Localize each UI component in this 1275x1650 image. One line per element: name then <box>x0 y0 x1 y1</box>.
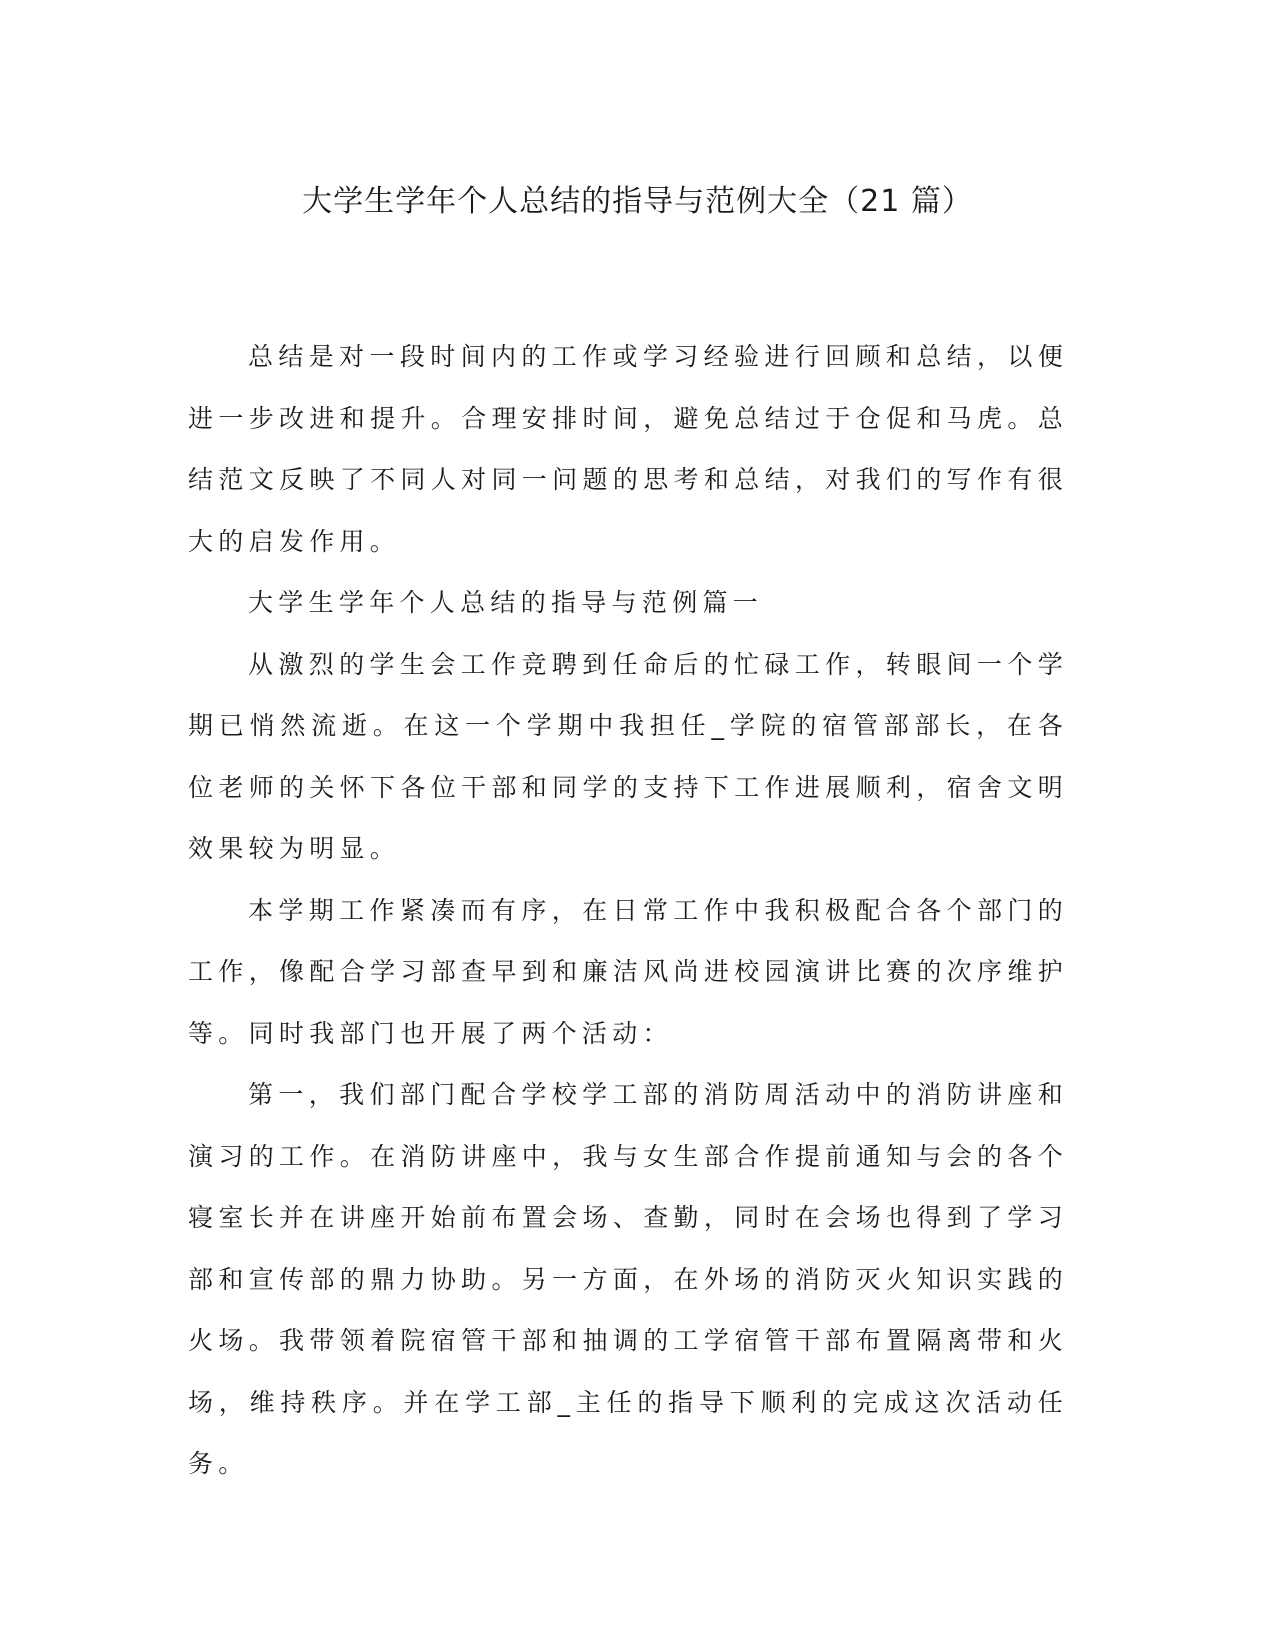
document-body <box>188 326 1068 1495</box>
intro-paragraph: 总结是对一段时间内的工作或学习经验进行回顾和总结，以便进一步改进和提升。合理安排时间，避免总结过于仓促和马虎。总结范文反映了不同人对同一问题的思考和总结，对我们的写作有很大的启发作用。 <box>188 342 1068 556</box>
section-heading: 大学生学年个人总结的指导与范例篇一 <box>248 588 764 617</box>
document-title: 大学生学年个人总结的指导与范例大全（21 篇） <box>302 184 973 219</box>
body-paragraph: 第一，我们部门配合学校学工部的消防周活动中的消防讲座和演习的工作。在消防讲座中，我与女生部合作提前通知与会的各个寝室长并在讲座开始前布置会场、查勤，同时在会场也得到了学习部和宣传部的鼎力协助。另一方面，在外场的消防灭火知识实践的火场。我带领着院宿管干部和抽调的工学宿管干部布置隔离带和火场，维持秩序。并在学工部_主任的指导下顺利的完成这次活动任务。 <box>188 1080 1068 1478</box>
body-paragraph: 从激烈的学生会工作竞聘到任命后的忙碌工作，转眼间一个学期已悄然流逝。在这一个学期中我担任_学院的宿管部部长，在各位老师的关怀下各位干部和同学的支持下工作进展顺利，宿舍文明效果较为明显。 <box>188 649 1068 863</box>
body-paragraph: 本学期工作紧凑而有序，在日常工作中我积极配合各个部门的工作，像配合学习部查早到和廉洁风尚进校园演讲比赛的次序维护等。同时我部门也开展了两个活动： <box>188 895 1068 1048</box>
